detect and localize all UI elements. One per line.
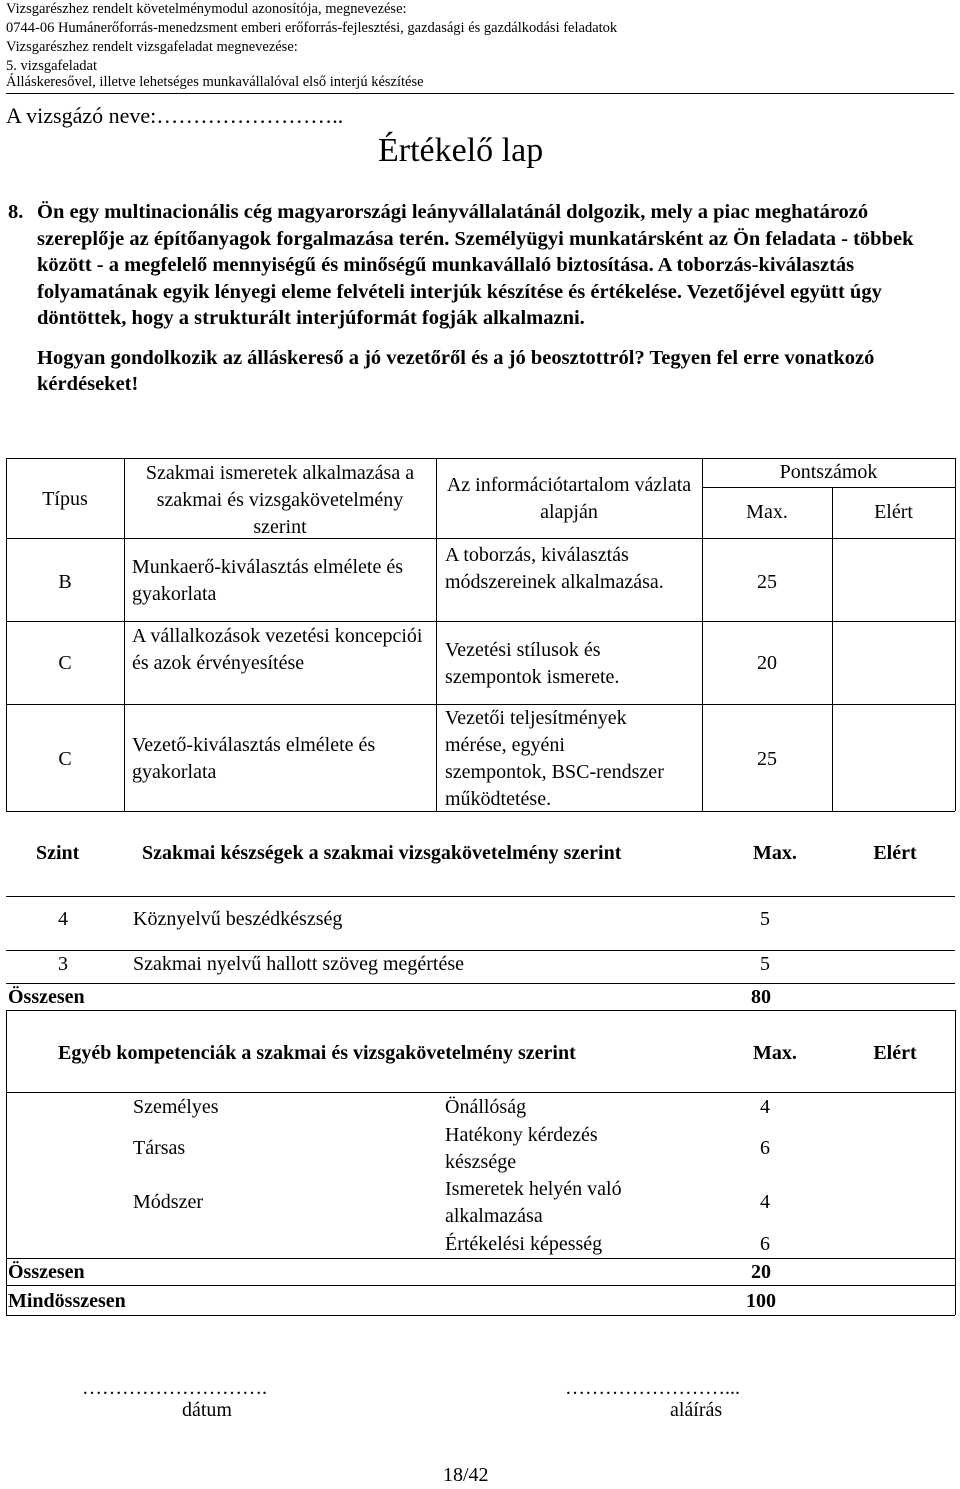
competence-name: Hatékony kérdezés készsége [445, 1124, 598, 1173]
skills-header-level: Szint [36, 842, 80, 864]
competence-total-max: 20 [751, 1261, 771, 1283]
competence-max: 6 [760, 1137, 770, 1159]
skills-header-max: Max. [753, 842, 797, 864]
col-header-max: Max. [746, 501, 788, 523]
skills-total-max: 80 [751, 986, 771, 1008]
header-divider [6, 93, 954, 94]
knowledge-row-outline: A toborzás, kiválasztás módszereinek alkalmazása. [445, 544, 664, 593]
header-module-label: Vizsgarészhez rendelt követelménymodul azonosítója, megnevezése: [6, 1, 407, 17]
grand-total-max: 100 [746, 1290, 776, 1312]
knowledge-row-max: 20 [757, 652, 777, 674]
grand-total-label: Mindösszesen [8, 1290, 126, 1312]
col-header-type: Típus [42, 488, 88, 510]
header-task-number: 5. vizsgafeladat [6, 58, 97, 74]
task-description [8, 199, 943, 398]
col-header-achieved: Elért [874, 501, 913, 523]
col-header-points: Pontszámok [779, 461, 878, 483]
competence-header-title: Egyéb kompetenciák a szakmai és vizsgakövetelmény szerint [58, 1042, 576, 1064]
candidate-name-label: A vizsgázó neve:…………………….. [6, 103, 344, 128]
page-title: Értékelő lap [378, 132, 544, 169]
knowledge-row-max: 25 [757, 748, 777, 770]
competence-total-label: Összesen [8, 1261, 85, 1283]
header-task-label: Vizsgarészhez rendelt vizsgafeladat megnevezése: [6, 39, 298, 55]
page-number: 18/42 [443, 1464, 489, 1486]
knowledge-row-topic: Vezető-kiválasztás elmélete és gyakorlata [132, 734, 376, 783]
skill-row-max: 5 [760, 953, 770, 975]
skills-header-title: Szakmai készségek a szakmai vizsgakövetelmény szerint [142, 842, 622, 864]
skills-header-achieved: Elért [873, 842, 917, 864]
signature-label: aláírás [670, 1399, 723, 1421]
date-line: ………………………. [82, 1377, 267, 1399]
competence-category: Személyes [133, 1096, 219, 1118]
competence-name: Önállóság [445, 1096, 527, 1118]
knowledge-row-type: C [58, 748, 72, 770]
competence-name: Ismeretek helyén való alkalmazása [445, 1178, 622, 1227]
competence-header-max: Max. [753, 1042, 797, 1064]
skill-row-level: 3 [58, 953, 68, 975]
knowledge-row-max: 25 [757, 571, 777, 593]
competence-max: 4 [760, 1191, 770, 1213]
competence-max: 6 [760, 1233, 770, 1255]
knowledge-row-type: C [58, 652, 72, 674]
competence-max: 4 [760, 1096, 770, 1118]
task-paragraph: Ön egy multinacionális cég magyarországi leányvállalatánál dolgozik, mely a piac meghatározó szereplője az építőanyagok forgalmazása terén. Személyügyi munkatársként az Ön feladata - többek között - a megfelelő mennyiségű és minőségű munkavállaló biztosítása. A toborzás-kiválasztás folyamatának egyik lényegi eleme felvételi interjúk készítése és értékelése. Vezetőjével együtt úgy döntöttek, hogy a strukturált interjúformát fogják alkalmazni. [37, 201, 914, 329]
header-module-name: 0744-06 Humánerőforrás-menedzsment emberi erőforrás-fejlesztési, gazdasági és gazdálkodási feladatok [6, 20, 618, 36]
competence-header-achieved: Elért [873, 1042, 917, 1064]
col-header-outline: Az információtartalom vázlata alapján [446, 474, 692, 523]
knowledge-row-outline: Vezetési stílusok és szempontok ismerete. [445, 639, 620, 688]
col-header-knowledge: Szakmai ismeretek alkalmazása a szakmai és vizsgakövetelmény szerint [145, 462, 415, 538]
competence-category: Társas [133, 1137, 186, 1159]
skill-row-max: 5 [760, 908, 770, 930]
task-number: 8. [8, 201, 24, 223]
knowledge-row-outline: Vezetői teljesítmények mérése, egyéni szempontok, BSC-rendszer működtetése. [445, 707, 664, 810]
skill-row-level: 4 [58, 908, 68, 930]
header-task-name: Álláskeresővel, illetve lehetséges munkavállalóval első interjú készítése [6, 74, 424, 90]
task-question: Hogyan gondolkozik az álláskereső a jó vezetőről és a jó beosztottról? Tegyen fel erre vonatkozó kérdéseket! [37, 346, 875, 395]
competence-name: Értékelési képesség [445, 1233, 603, 1255]
competence-category: Módszer [133, 1191, 203, 1213]
knowledge-row-topic: A vállalkozások vezetési koncepciói és azok érvényesítése [132, 625, 423, 674]
skills-total-label: Összesen [8, 986, 85, 1008]
skill-row-name: Köznyelvű beszédkészség [133, 908, 343, 930]
knowledge-row-type: B [58, 571, 72, 593]
signature-line: ……………………... [565, 1377, 740, 1399]
date-label: dátum [182, 1399, 232, 1421]
knowledge-row-topic: Munkaerő-kiválasztás elmélete és gyakorlata [132, 556, 403, 605]
skill-row-name: Szakmai nyelvű hallott szöveg megértése [133, 953, 465, 975]
